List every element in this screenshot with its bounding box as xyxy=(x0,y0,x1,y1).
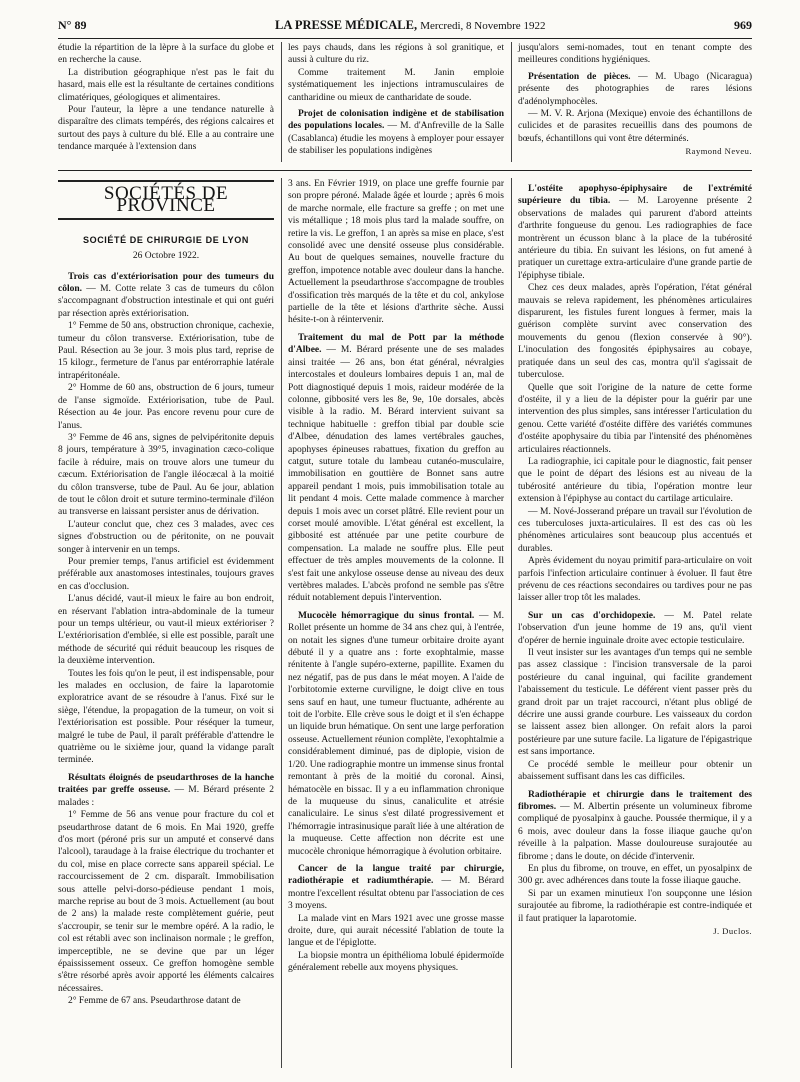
column-divider xyxy=(511,42,512,162)
column-divider xyxy=(511,178,512,1068)
article-paragraph: Il veut insister sur les avantages d'un temps qui ne semble pas assez classique : l'incision transversale de la paroi postérieure du canal inguinal, qui facilite grandement l'abaissement du testicule. Le déférent vient passer près du grand droit par un trajet raccourci, n'étant plus obligé de décrire une aussi grande courbure. Les vaisseaux du cordon se laissent assez bien allonger. On refait alors la paroi postérieure par une suture facile. La ligature de l'épigastrique est sans importance. xyxy=(518,648,752,758)
article-text: — M. Albertin présente un volumineux fibrome compliqué de pyosalpinx à gauche. Poussée thermique, il y a 6 mois, avec douleur dans la fosse iliaque gauche qu'on réveille à la palpation. Masse douloureuse surajoutée au fibrome ; dans le doute, on décide d'intervenir. xyxy=(518,801,752,862)
article-paragraph: La biopsie montra un épithélioma lobulé épidermoïde généralement rebelle aux moyens physiques. xyxy=(288,950,504,974)
article-heading: Projet de colonisation indigène et de stabilisation des populations locales. xyxy=(288,109,504,132)
article-paragraph: Chez ces deux malades, après l'opération, l'état général mauvais se releva rapidement, les phénomènes articulaires disparurent, les fistules furent longues à fermer, mais la guérison complète survint avec conservation des mouvements du genou (flexion conservée à 90°). L'inoculation des fongosités épiphysaires au cobaye, pratiquée dans un seul des cas, montra qu'il s'agissait de tuberculose. xyxy=(518,283,752,381)
main-column-1 xyxy=(58,178,274,1008)
article-paragraph: Après évidement du noyau primitif para-articulaire on voit parfois l'infection articulaire continuer à évoluer. Il faut être prévenu de ces réactions secondaires ou tardives pour ne pas laisser aller trop tôt les malades. xyxy=(518,556,752,604)
article-heading: Traitement du mal de Pott par la méthode d'Albee. xyxy=(288,332,504,356)
top-column-3 xyxy=(518,42,752,158)
top-paragraph: — M. V. R. Arjona (Mexique) envoie des échantillons de culicides et de parasites recueillis dans des poumons de bœufs, échantillons qui vont être déterminés. xyxy=(518,109,752,144)
article-heading: L'ostéite apophyso-épiphysaire de l'extrémité supérieure du tibia. xyxy=(518,184,752,207)
article-text: — M. Bérard présente 2 malades : xyxy=(58,785,274,808)
page-number: 969 xyxy=(734,18,752,32)
article-text: — M. Laroyenne présente 2 observations de malades qui parurent d'abord atteints d'arthrite fongueuse du genou. Les radiographies de face montrèrent un écusson blanc à la place de la tubérosité antérieure du tibia. En suivant les lésions, on fut amené à pratiquer un curettage extra-articulaire d'une grande partie de l'épiphyse tibiale. xyxy=(518,196,753,281)
article-paragraph: En plus du fibrome, on trouve, en effet, un pyosalpinx de 300 gr. avec adhérences dans toute la fosse iliaque gauche. xyxy=(518,863,752,887)
article-text: — M. Cotte relate 3 cas de tumeurs du côlon s'accompagnant d'obstruction intestinale et qui ont guéri par résection après extériorisation. xyxy=(58,284,274,319)
article-paragraph: L'auteur conclut que, chez ces 3 malades, avec ces signes d'obstruction ou de péritonite, on ne pouvait songer à intervenir en un temps. xyxy=(58,519,274,555)
article-paragraph: Si par un examen minutieux l'on soupçonne une lésion surajoutée au fibrome, la radiothérapie est contre-indiquée et il faut pratiquer la laparotomie. xyxy=(518,888,752,924)
article-text: — M. Rollet présente un homme de 34 ans chez qui, à l'entrée, on notait les signes d'une tumeur orbitaire droite ayant débuté il y a quatre ans : forte exophtalmie, masse rénitente à l'angle supéro-externe, papillite. Examen du nez négatif, pas de pus dans le méat moyen. A l'aide de l'orbitotomie externe curviligne, le doigt clive en tous sens sauf en haut, une tumeur fluctuante, adhérente au toit de l'orbite. Elle crève sous le doigt et il s'en échappe un liquide brun hématique. On sent une large perforation osseuse. Actuellement réunion complète, l'exophtalmie a considérablement diminué, pas de diplopie, vision de 1/20. Une radiographie montre un immense sinus frontal remontant à près de la moitié du coronal. Ainsi, hématocèle en bissac. Il y a eu inflammation chronique de la muqueuse du sinus, canaliculite et atrésie canaliculaire. Le sinus s'est dilaté progressivement et l'hémorragie intrasinusique paraît liée à une altération de la muqueuse. Cette affection non décrite est une mucocèle chronique hémorragique à évolution orbitaire. xyxy=(288,610,504,857)
top-paragraph xyxy=(518,71,752,108)
session-date: 26 Octobre 1922. xyxy=(132,251,200,262)
article xyxy=(518,789,752,863)
society-name: SOCIÉTÉ DE CHIRURGIE DE LYON xyxy=(83,234,249,245)
article-paragraph: Pour premier temps, l'anus artificiel est évidemment préférable aux anastomoses intestinales, toujours graves en cas d'occlusion. xyxy=(58,556,274,592)
article-paragraph: 1° Femme de 50 ans, obstruction chronique, cachexie, tumeur du côlon transverse. Extériorisation, tube de Paul. Résection au 3e jour. 3 mois plus tard, reprise de 15 kilogr., fermeture de l'anus par entérorraphie latérale intrapéritonéale. xyxy=(58,321,274,381)
article-paragraph: 2° Femme de 67 ans. Pseudarthrose datant de xyxy=(68,996,241,1007)
article-paragraph: 2° Homme de 60 ans, obstruction de 6 jours, tumeur de l'anse sigmoïde. Extériorisation, tube de Paul. Résection au 4e jour. Pas encore revenu pour cure de l'anus. xyxy=(58,383,274,431)
article-paragraph: 1° Femme de 56 ans venue pour fracture du col et pseudarthrose datant de 6 mois. En Mai 1920, greffe d'os mort (péroné pris sur un amputé et conservé dans l'alcool), taraudage à la fraise électrique du trochanter et du col, mise en place correcte sans appareil spécial. Le raccourcissement de 2 cm. disparaît. Immobilisation sous attelle pelvi-dorso-pédieuse pendant 1 mois, marche reprise au bout de 3 mois. Actuellement (au bout de 2 ans) la malade reste complètement guérie, peut s'accroupir, se tenir sur le membre opéré. A la radio, le col est rétabli avec son inclinaison normale ; le greffon, imperceptible, ne se devine que par un léger épaississement osseux. Ce greffon homogène semble s'être résorbé après avoir apporté les éléments calcaires nécessaires. xyxy=(58,810,274,994)
masthead xyxy=(275,18,545,33)
article-heading: Radiothérapie et chirurgie dans le traitement des fibromes. xyxy=(518,789,752,812)
top-paragraph: Pour l'auteur, la lèpre a une tendance naturelle à disparaître des climats tempérés, des régions calcaires et surtout des pays à culture du blé. Elle a au contraire une tendance marquée à l'extension dans xyxy=(58,105,274,153)
header-rule xyxy=(58,38,752,39)
article-text: — M. Bérard montre l'excellent résultat obtenu par l'association de ces 3 moyens. xyxy=(288,876,504,912)
article-paragraph: 3 ans. En Février 1919, on place une greffe fournie par son propre péroné. Malade âgée et lourde ; après 6 mois de marche normale, elle fracture sa greffe ; on met une vis métallique ; 18 mois plus tard la malade souffre, on retire la vis. Le greffon, 1 an après sa mise en place, s'est consolidé avec une densité osseuse plus considérable. Au bout de quelques semaines, nouvelle fracture du greffon, impotence notable avec douleur dans la hanche. Actuellement la pseudarthrose s'accompagne de troubles d'ossification très marqués de la tête et du col, ankylose partielle de la tête et lésions d'arthrite sèche. Aussi hésite-t-on à réintervenir. xyxy=(288,179,504,326)
issue-number: N° 89 xyxy=(58,18,87,32)
article-text: — M. d'Anfreville de la Salle (Casablanca) étudie les moyens à employer pour essayer de stabiliser les populations indigènes xyxy=(288,121,504,157)
signature: Raymond Neveu. xyxy=(685,146,752,157)
article xyxy=(518,183,752,282)
article-paragraph: La malade vint en Mars 1921 avec une grosse masse droite, dure, qui aurait nécessité l'ablation de toute la langue et de l'épiglotte. xyxy=(288,913,504,949)
article-heading: Sur un cas d'orchidopexie. xyxy=(528,610,656,621)
article-paragraph: 3° Femme de 46 ans, signes de pelvipéritonite depuis 8 jours, température à 39°5, invagination cæco-colique facile à réduire, mais on trouve alors une tumeur du cæcum. Extériorisation de l'angle iléocæcal à la moitié du côlon transverse, tube de Paul. Au 6e jour, ablation de tout le côlon droit et suture termino-terminale d'iléon au transverse en laissant persister anus de dérivation. xyxy=(58,432,274,518)
article-paragraph: — M. Nové-Josserand prépare un travail sur l'évolution de ces tuberculoses juxta-articulaires. Il est des cas où les phénomènes articulaires sont beaucoup plus accentués et durables. xyxy=(518,506,752,554)
top-column-2 xyxy=(288,42,504,158)
column-divider xyxy=(281,42,282,162)
article-paragraph: L'anus décidé, vaut-il mieux le faire au bon endroit, en réservant l'ablation intra-abdominale de la tumeur pour un temps ultérieur, ou vaut-il mieux extérioriser ? L'extériorisation d'emblée, si elle est possible, paraît une méthode de sécurité qui réduit beaucoup les risques de la deuxième intervention. xyxy=(58,594,274,667)
article xyxy=(288,332,504,605)
article xyxy=(288,610,504,858)
article-paragraph: La radiographie, ici capitale pour le diagnostic, fait penser que le point de départ des lésions est au niveau de la tubérosité antérieure du tibia, l'opération montre leur extension à l'épiphyse au contact du cartilage articulaire. xyxy=(518,456,752,505)
article-paragraph: Quelle que soit l'origine de la nature de cette forme d'ostéite, il y a lieu de la dépister pour la guérir par une intervention des plus simples, sans intéresser l'articulation du genou. Cette variété d'ostéite diffère des variétés communes d'ostéite apophysaire du tibia par l'intensité des phénomènes articulaires réactionnels. xyxy=(518,382,752,455)
article xyxy=(288,863,504,913)
section-rule xyxy=(58,170,752,171)
article-heading: Présentation de pièces. xyxy=(528,71,631,82)
top-paragraph: Comme traitement M. Janin emploie systématiquement les injections intramusculaires de cantharidine ou mieux de cantharidate de soude. xyxy=(288,67,504,103)
article xyxy=(58,271,274,321)
article-text: — M. Bérard présente une de ses malades ainsi traitée — 26 ans, bon état général, névralgies intercostales et douleurs lombaires depuis 1 an, mal de Pott diagnostiqué depuis 1 mois, raideur modérée de la colonne, gibbosité vers les 8e, 9e, 10e dorsales, abcès visible à la radio. M. Bérard intervient suivant sa technique habituelle : greffon tibial par double scie d'Albee, dénudation des lames vertébrales gauches, apophyses épineuses rabattues, fixation du greffon au catgut, suture totale du lambeau cutanéo-musculaire, immobilisation en gouttière de Bonnet sans autre appareil pendant 1 mois, puis immobilisation totale au lit pendant 4 mois. Cette malade commence à marcher depuis 1 mois avec un corset plâtré. Elle revient pour un corset moulé amovible. L'état général est excellent, la gibbosité est atténuée par une petite courbure de compensation. La malade ne souffre plus. Elle peut effectuer de très amples mouvements de la colonne. Il s'est fait une ankylose osseuse dense au niveau des deux vertèbres malades. L'abcès profond ne semble pas s'être réduit notablement depuis l'intervention. xyxy=(288,345,504,604)
top-paragraph: les pays chauds, dans les régions à sol granitique, et aussi à culture du riz. xyxy=(288,43,504,66)
column-divider xyxy=(281,178,282,1068)
article-heading: Cancer de la langue traité par chirurgie, radiothérapie et radiumthérapie. xyxy=(288,863,504,887)
article-paragraph: Toutes les fois qu'on le peut, il est indispensable, pour les malades en occlusion, de faire la laparotomie exploratrice avant de se résoudre à l'anus. Fixé sur le siège, l'étendue, la propagation de la tumeur, on voit si l'extériorisation est possible. Pour réséquer la tumeur, malgré le tube de Paul, il paraît préférable d'attendre le quatrième ou le sixième jour, quand la vidange paraît terminée. xyxy=(58,668,274,766)
top-paragraph: étudie la répartition de la lèpre à la surface du globe et en recherche la cause. xyxy=(58,43,274,66)
section-title: SOCIÉTÉS DE PROVINCE xyxy=(58,180,274,220)
article xyxy=(58,772,274,809)
top-paragraph: La distribution géographique n'est pas le fait du hasard, mais elle est la résultante de certaines conditions climatériques, géologiques et alimentaires. xyxy=(58,67,274,103)
page-header xyxy=(58,18,752,36)
article-heading: Mucocèle hémorragique du sinus frontal. xyxy=(298,610,475,621)
article-text: — M. Ubago (Nicaragua) présente des photographies de rares lésions d'adénolymphocèles. xyxy=(518,71,752,107)
top-paragraph xyxy=(288,108,504,158)
publication-title: LA PRESSE MÉDICALE, xyxy=(275,18,418,32)
main-column-2 xyxy=(288,178,504,975)
article-paragraph: Ce procédé semble le meilleur pour obtenir un abaissement suffisant dans les cas difficiles. xyxy=(518,759,752,783)
top-column-1 xyxy=(58,42,274,154)
article xyxy=(518,610,752,647)
issue-date: Mercredi, 8 Novembre 1922 xyxy=(420,20,546,32)
article-text: — M. Patel relate l'observation d'un jeune homme de 19 ans, qu'il vient d'opérer de hernie inguinale droite avec ectopie testiculaire. xyxy=(518,610,752,646)
top-paragraph: jusqu'alors semi-nomades, tout en tenant compte des meilleures conditions hygiéniques. xyxy=(518,43,752,66)
article-heading: Trois cas d'extériorisation pour des tumeurs du côlon. xyxy=(58,271,274,295)
main-column-3 xyxy=(518,178,752,937)
signature: J. Duclos. xyxy=(713,925,752,936)
article-heading: Résultats éloignés de pseudarthroses de la hanche traitées par greffe osseuse. xyxy=(58,772,274,796)
